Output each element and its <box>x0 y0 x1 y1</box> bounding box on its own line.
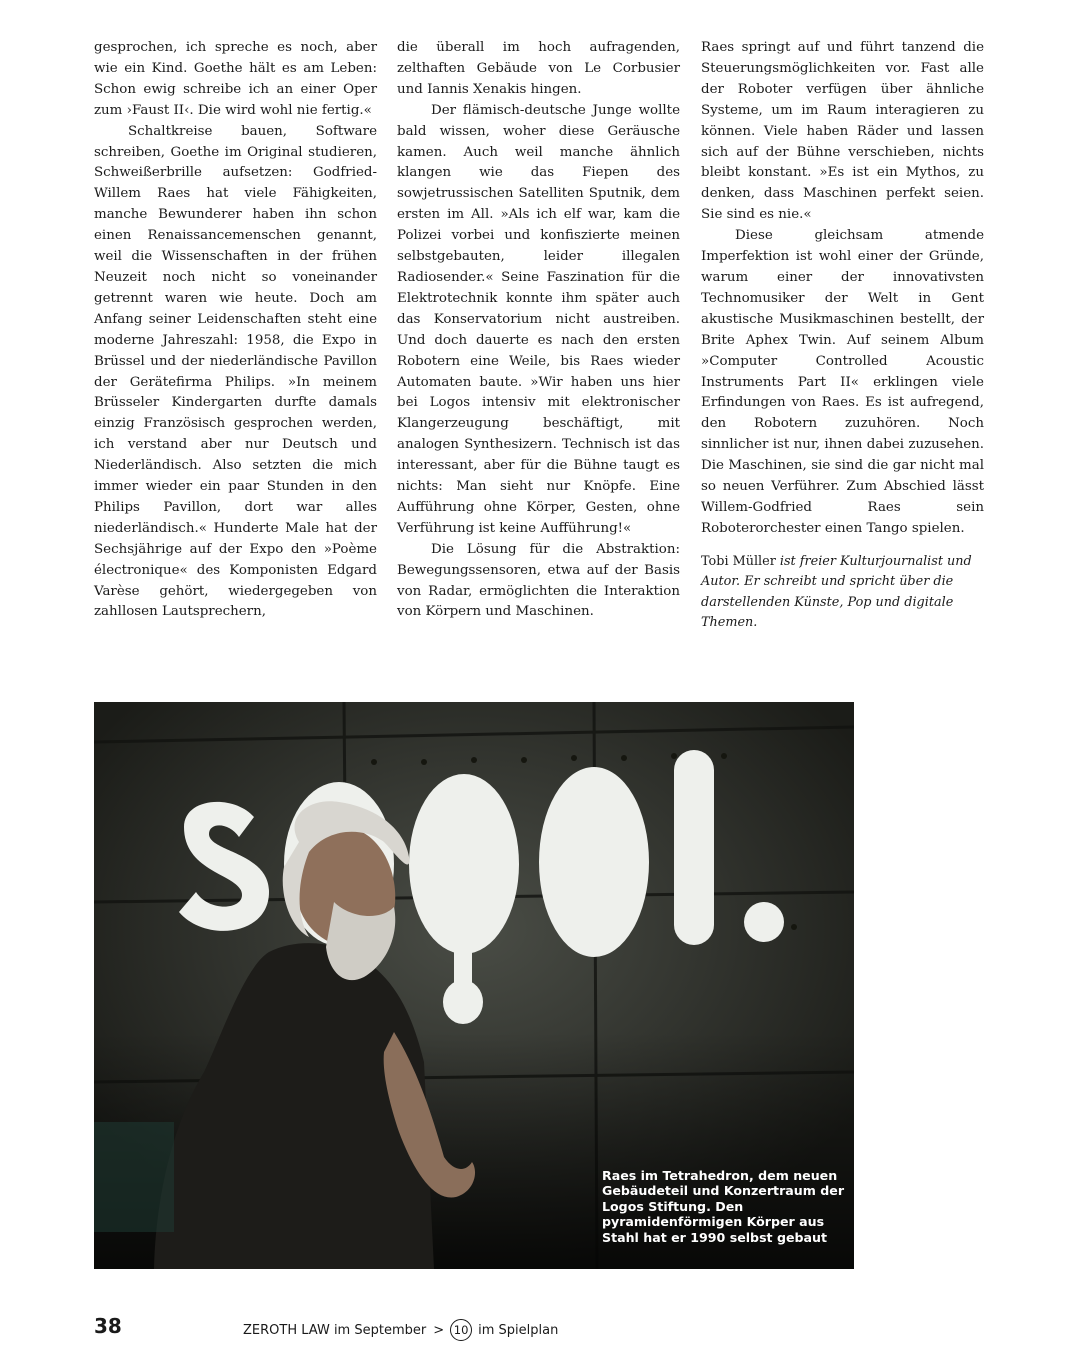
sign-letter-o-3 <box>539 767 649 957</box>
author-description: freier Kulturjournalist und Autor. Er schreibt und spricht über die darstellenden Künste, Pop und digitale Themen. <box>701 553 972 631</box>
text-column-2 <box>397 38 680 623</box>
author-name: Tobi Müller <box>701 553 776 569</box>
footer <box>0 1314 1080 1338</box>
sign-letter-l <box>674 750 714 945</box>
sign-letter-o-2 <box>409 774 519 954</box>
author-bio: Tobi Müller ist freier Kulturjournalist und Autor. Er schreibt und spricht über die darstellenden Künste, Pop und digitale Themen. <box>701 553 972 631</box>
photo <box>94 702 854 1269</box>
arrow-icon: > <box>433 1322 445 1338</box>
paragraph: Der flämisch-deutsche Junge wollte bald wissen, woher diese Geräusche kamen. Auch weil manche ähnlich klangen wie das Fiepen des sowjetrussischen Satelliten Sputnik, dem ersten im All. »Als ich elf war, kam die Polizei vorbei und konfiszierte meinen selbstgebauten, leider illegalen Radiosender.« Seine Faszination für die Elektrotechnik konnte ihm später auch das Konservatorium nicht austreiben. Und doch dauerte es nach den ersten Robotern eine Weile, bis Raes wieder Automaten baute. »Wir haben uns hier bei Logos intensiv mit elektronischer Klangerzeugung beschäftigt, mit analogen Synthesizern. Technisch ist das interessant, aber für die Bühne taugt es nichts: Man sieht nur Knöpfe. Eine Aufführung ohne Körper, Gesten, ohne Verführung ist keine Aufführung!« <box>397 102 680 536</box>
footer-circle-number: 10 <box>450 1319 472 1341</box>
footer-note <box>243 1319 558 1341</box>
paragraph: Schaltkreise bauen, Software schreiben, Goethe im Original studieren, Schweißerbrille aufsetzen: Godfried-Willem Raes hat viele Fähigkeiten, manche Bewunderer haben ihn schon einen Renaissancemenschen genannt, weil die Wissenschaften in der frühen Neuzeit noch nicht so voneinander getrennt waren wie heute. Doch am Anfang seiner Leidenschaften steht eine moderne Jahreszahl: 1958, die Expo in Brüssel und der niederländische Pavillon der Gerätefirma Philips. »In meinem Brüsseler Kindergarten durfte damals einzig Französisch gesprochen werden, ich verstand aber nur Deutsch und Niederländisch. Also setzten die mich immer wieder ein paar Stunden in den Philips Pavillon, dort war alles niederländisch.« Hunderte Male hat der Sechsjährige auf der Expo den »Poème électronique« des Komponisten Edgard Varèse gehört, wiedergegeben von zahllosen Lautsprechern, <box>94 123 377 620</box>
paragraph: gesprochen, ich spreche es noch, aber wie ein Kind. Goethe hält es am Leben: Schon ewig schreibe ich an einer Oper zum ›Faust II‹. Die wird wohl nie fertig.« <box>94 40 377 118</box>
sign-knob <box>443 980 483 1024</box>
sign-dot <box>744 902 784 942</box>
text-column-1 <box>94 38 377 623</box>
footer-suffix: im Spielplan <box>478 1322 559 1338</box>
text-column-3 <box>701 38 984 634</box>
paragraph: Raes springt auf und führt tanzend die Steuerungsmöglichkeiten vor. Fast alle der Roboter verfügen über ähnliche Systeme, um im Raum interagieren zu können. Viele haben Räder und lassen sich auf der Bühne verschieben, nichts bleibt konstant. »Es ist ein Mythos, zu denken, dass Maschinen perfekt seien. Sie sind es nie.« <box>701 40 984 223</box>
paragraph: Die Lösung für die Abstraktion: Bewegungssensoren, etwa auf der Basis von Radar, ermöglichten die Interaktion von Körpern und Maschinen. <box>397 541 680 620</box>
paragraph: Diese gleichsam atmende Imperfektion ist wohl einer der Gründe, warum einer der innovativsten Technomusiker der Welt in Gent akustische Musikmaschinen bestellt, der Brite Aphex Twin. Auf seinem Album »Computer Controlled Acoustic Instruments Part II« erklingen viele Erfindungen von Raes. Es ist aufregend, den Robotern zuzuhören. Noch sinnlicher ist nur, ihnen dabei zuzusehen. Die Maschinen, sie sind die gar nicht mal so neuen Verführer. Zum Abschied lässt Willem-Godfried Raes sein Roboterorchester einen Tango spielen. <box>701 228 984 536</box>
green-box <box>94 1122 174 1232</box>
page-number: 38 <box>94 1314 122 1338</box>
footer-text: ZEROTH LAW im September <box>243 1322 427 1338</box>
paragraph: die überall im hoch aufragenden, zelthaften Gebäude von Le Corbusier und Iannis Xenakis hingen. <box>397 40 680 97</box>
photo-caption: Raes im Tetrahedron, dem neuen Gebäudeteil und Konzertraum der Logos Stiftung. Den pyramidenförmigen Körper aus Stahl hat er 1990 selbst gebaut <box>602 1168 845 1245</box>
